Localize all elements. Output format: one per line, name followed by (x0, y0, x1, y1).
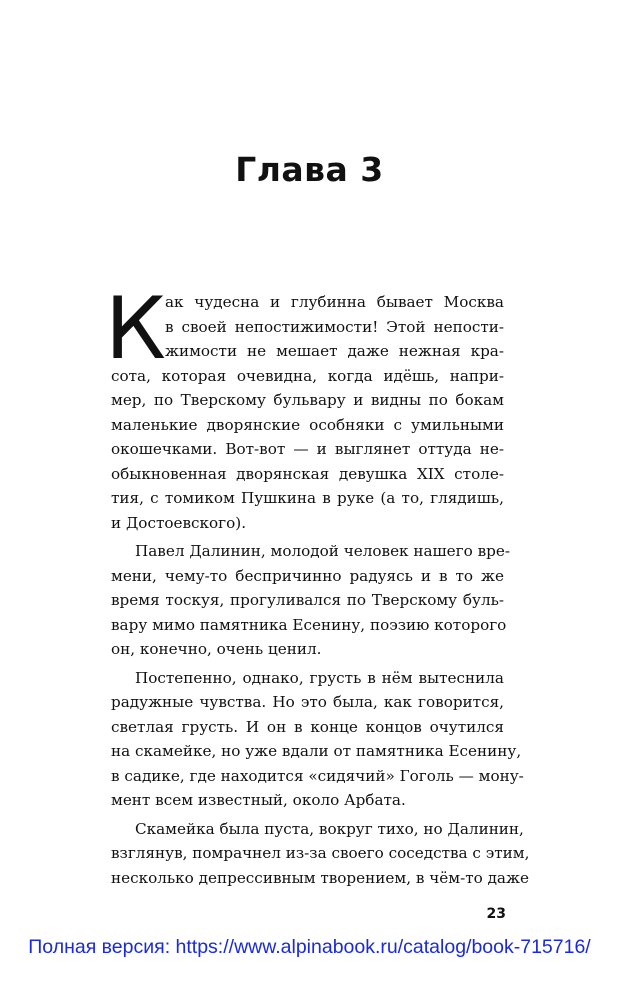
chapter-title: Глава 3 (235, 150, 384, 189)
text-line: жимости не мешает даже нежная кра- (165, 342, 504, 360)
drop-cap: К (105, 279, 167, 379)
text-line: и Достоевского). (111, 513, 247, 532)
text-line: окошечками. Вот-вот — и выглянет оттуда не- (111, 440, 504, 458)
text-line: время тоскуя, прогуливался по Тверскому буль- (111, 591, 504, 609)
text-line: он, конечно, очень ценил. (111, 640, 322, 658)
body-text (105, 279, 530, 894)
text-line: в садике, где находится «сидячий» Гоголь — мону- (111, 766, 524, 785)
text-line: радужные чувства. Но это была, как говорится, (111, 693, 504, 711)
text-line: маленькие дворянские особняки с умильными (111, 415, 504, 434)
text-line: сота, которая очевидна, когда идёшь, напри- (111, 366, 504, 385)
paragraph-2 (111, 539, 510, 662)
text-line: вару мимо памятника Есенину, поэзию которого (111, 615, 507, 634)
full-version-link[interactable]: Полная версия: https://www.alpinabook.ru/catalog/book-715716/ (28, 936, 591, 958)
text-line: обыкновенная дворянская девушка XIX столе- (111, 464, 504, 483)
text-line: несколько депрессивным творением, в чём-то даже (111, 868, 529, 887)
text-line: ак чудесна и глубинна бывает Москва (165, 293, 504, 311)
text-line: мент всем известный, около Арбата. (111, 791, 406, 809)
paragraph-1 (105, 279, 504, 535)
text-line: мени, чему-то беспричинно радуясь и в то же (111, 566, 504, 585)
text-line: на скамейке, но уже вдали от памятника Есенину, (111, 742, 522, 760)
text-line: мер, по Тверскому бульвару и видны по бокам (111, 391, 504, 409)
text-line: взглянув, помрачнел из-за своего соседства с этим, (111, 844, 530, 862)
paragraph-3 (111, 666, 524, 813)
text-line: Постепенно, однако, грусть в нём вытеснила (135, 668, 504, 687)
text-line: тия, с томиком Пушкина в руке (а то, глядишь, (111, 489, 504, 507)
text-line: Скамейка была пуста, вокруг тихо, но Далинин, (135, 819, 524, 838)
page-number: 23 (486, 906, 506, 922)
text-line: светлая грусть. И он в конце концов очутился (111, 717, 504, 736)
paragraph-4 (111, 817, 530, 891)
text-line: в своей непостижимости! Этой непости- (165, 317, 504, 336)
text-line: Павел Далинин, молодой человек нашего вре- (135, 542, 510, 560)
